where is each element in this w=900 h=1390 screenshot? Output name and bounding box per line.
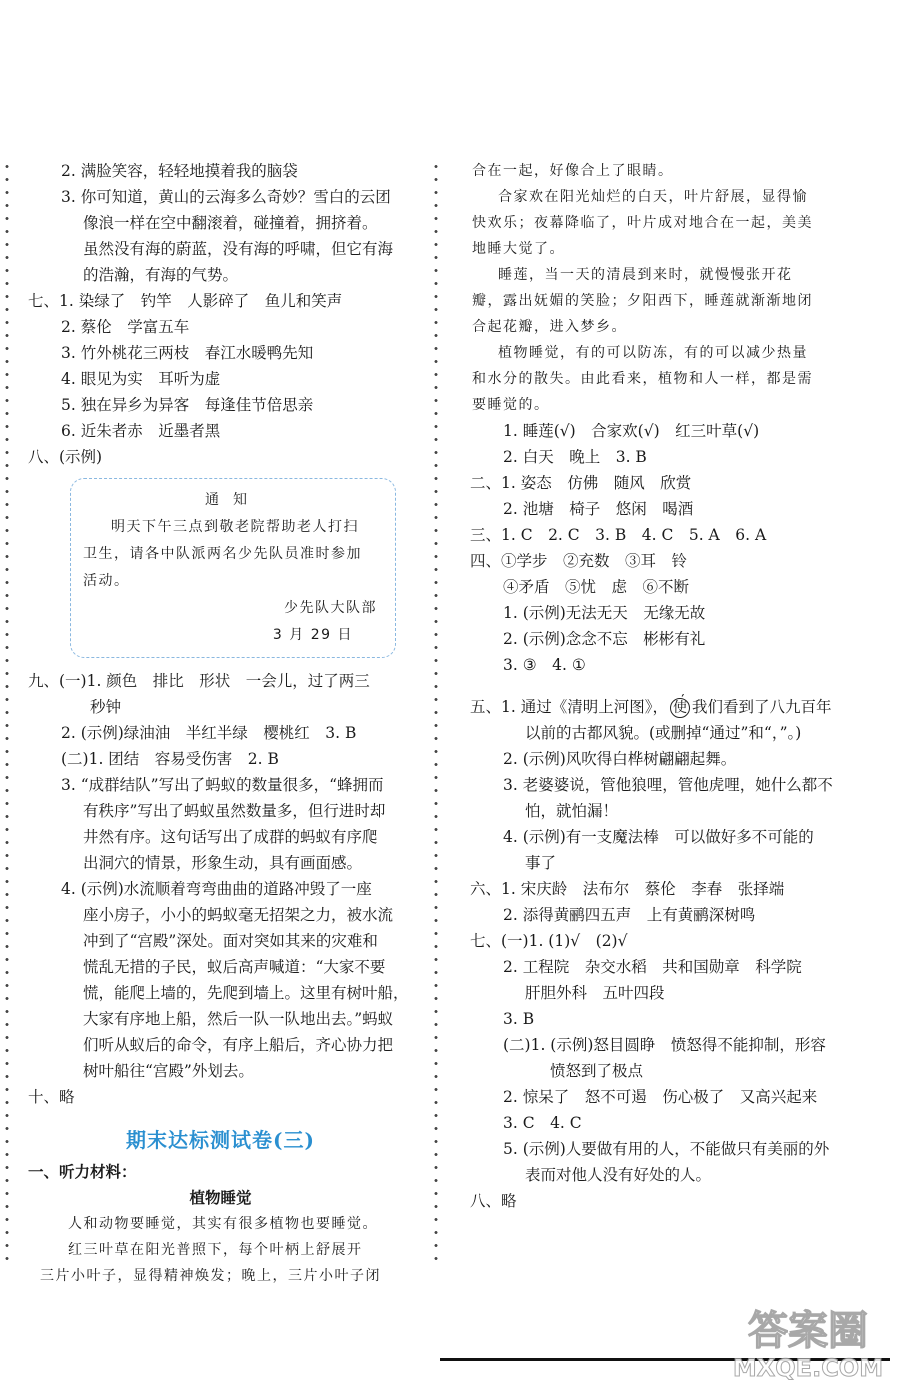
answer-line: 2. (示例)绿油油 半红半绿 樱桃红 3. B — [61, 724, 357, 742]
answer-line: 3. C 4. C — [503, 1114, 582, 1132]
answer-line: 2. 工程院 杂交水稻 共和国勋章 科学院 — [503, 958, 802, 976]
answer-line: 大家有序地上船，然后一队一队地出去。”蚂蚁 — [83, 1010, 394, 1028]
notice-body: 卫生，请各中队派两名少先队员准时参加 — [83, 546, 362, 562]
passage-line: 红三叶草在阳光普照下，每个叶柄上舒展开 — [68, 1242, 363, 1258]
answer-line: 秒钟 — [90, 698, 122, 716]
passage-line: 睡莲，当一天的清晨到来时，就慢慢张开花 — [498, 267, 793, 283]
answer-line — [470, 694, 870, 720]
answer-line: 2. (示例)念念不忘 彬彬有礼 — [503, 630, 706, 648]
answer-line: 七、(一)1. (1)√ (2)√ — [470, 932, 628, 950]
answer-line: 冲到了“宫殿”深处。面对突如其来的灾难和 — [83, 932, 378, 950]
right-column — [470, 158, 870, 1214]
answer-line: 四、①学步 ②充数 ③耳 铃 — [470, 552, 688, 570]
answer-line: 有秩序”写出了蚂蚁虽然数量多，但行进时却 — [83, 802, 386, 820]
answer-line: 树叶船往“宫殿”外划去。 — [83, 1062, 254, 1080]
answer-line: 4. (示例)有一支魔法棒 可以做好多不可能的 — [503, 828, 814, 846]
answer-line: 出洞穴的情景，形象生动，具有画面感。 — [83, 854, 363, 872]
answer-line: (二)1. (示例)怒目圆睁 愤怒得不能抑制，形容 — [503, 1036, 826, 1054]
left-dotted-border — [5, 160, 9, 1270]
answer-line: 1. (示例)无法无天 无缘无故 — [503, 604, 706, 622]
notice-date: 3 月 29 日 — [272, 627, 353, 643]
answer-line: 2. 添得黄鹂四五声 上有黄鹂深树鸣 — [503, 906, 756, 924]
answer-line: 像浪一样在空中翻滚着，碰撞着，拥挤着。 — [83, 214, 378, 232]
answer-text: 五、1. 通过《清明上河图》， — [470, 698, 668, 716]
passage-line: 合在一起，好像合上了眼睛。 — [472, 163, 674, 179]
answer-line: 的浩瀚，有海的气势。 — [83, 266, 239, 284]
answer-line: 4. (示例)水流顺着弯弯曲曲的道路冲毁了一座 — [61, 880, 372, 898]
answer-line: 八、略 — [470, 1192, 517, 1210]
passage-line: 和水分的散失。由此看来，植物和人一样，都是需 — [472, 371, 813, 387]
notice-title: 通知 — [205, 492, 261, 508]
answer-line: 3. 竹外桃花三两枝 春江水暖鸭先知 — [61, 344, 314, 362]
passage-line: 植物睡觉，有的可以防冻，有的可以减少热量 — [498, 345, 808, 361]
answer-line: 3. B — [503, 1010, 535, 1028]
notice-box — [70, 478, 396, 658]
answer-line: 5. (示例)人要做有用的人，不能做只有美丽的外 — [503, 1140, 830, 1158]
center-dotted-border — [434, 160, 438, 1270]
insert-mark-circle: 使 — [670, 698, 690, 718]
answer-line: 3. 老婆婆说，管他狼哩，管他虎哩，她什么都不 — [503, 776, 833, 794]
answer-line: 3. ③ 4. ① — [503, 656, 586, 674]
answer-line: 5. 独在异乡为异客 每逢佳节倍思亲 — [61, 396, 314, 414]
answer-line: 4. 眼见为实 耳听为虚 — [61, 370, 221, 388]
watermark-url: MXQE.COM — [732, 1354, 884, 1382]
listening-heading: 一、听力材料： — [28, 1162, 137, 1181]
answer-line: 肝胆外科 五叶四段 — [525, 984, 665, 1002]
passage-line: 地睡大觉了。 — [472, 241, 565, 257]
answer-line: 2. 白天 晚上 3. B — [503, 448, 647, 466]
answer-line: 九、(一)1. 颜色 排比 形状 一会儿，过了两三 — [28, 672, 370, 690]
answer-line: 以前的古都风貌。(或删掉“通过”和“，”。) — [525, 724, 802, 742]
answer-line: 2. 池塘 椅子 悠闲 喝酒 — [503, 500, 694, 518]
notice-signer: 少先队大队部 — [284, 600, 377, 616]
answer-text: 我们看到了八九百年 — [691, 698, 832, 716]
answer-line: 表而对他人没有好处的人。 — [525, 1166, 712, 1184]
passage-line: 合家欢在阳光灿烂的白天，叶片舒展，显得愉 — [498, 189, 808, 205]
answer-line: 3. 你可知道，黄山的云海多么奇妙？雪白的云团 — [61, 188, 391, 206]
notice-body: 明天下午三点到敬老院帮助老人打扫 — [111, 519, 359, 535]
passage-line: 人和动物要睡觉，其实有很多植物也要睡觉。 — [68, 1216, 378, 1232]
answer-line: 3. “成群结队”写出了蚂蚁的数量很多，“蜂拥而 — [61, 776, 384, 794]
answer-line: 2. 满脸笑容，轻轻地摸着我的脑袋 — [61, 162, 298, 180]
answer-line: ④矛盾 ⑤忧 虑 ⑥不断 — [503, 578, 690, 596]
answer-line: 2. 惊呆了 怒不可遏 伤心极了 又高兴起来 — [503, 1088, 818, 1106]
answer-line: 座小房子，小小的蚂蚁毫无招架之力，被水流 — [83, 906, 394, 924]
answer-line: 六、1. 宋庆龄 法布尔 蔡伦 李春 张择端 — [470, 880, 785, 898]
answer-line: 愤怒到了极点 — [550, 1062, 644, 1080]
section-title: 期末达标测试卷(三) — [126, 1128, 315, 1152]
answer-line: 二、1. 姿态 仿佛 随风 欣赏 — [470, 474, 692, 492]
passage-line: 要睡觉的。 — [472, 397, 550, 413]
answer-line: 怕，就怕漏！ — [525, 802, 619, 820]
answer-line: 1. 睡莲(√) 合家欢(√) 红三叶草(√) — [503, 422, 760, 440]
answer-line: 6. 近朱者赤 近墨者黑 — [61, 422, 221, 440]
answer-line: 2. (示例)风吹得白桦树翩翩起舞。 — [503, 750, 737, 768]
watermark-text: 答案圈 — [748, 1308, 868, 1354]
answer-line: 事了 — [525, 854, 557, 872]
answer-line: 们听从蚁后的命令，有序上船后，齐心协力把 — [83, 1036, 394, 1054]
answer-line: 慌，能爬上墙的，先爬到墙上。这里有树叶船， — [83, 984, 409, 1002]
passage-title: 植物睡觉 — [189, 1188, 252, 1207]
answer-line: 2. 蔡伦 学富五车 — [61, 318, 190, 336]
answer-line: 八、(示例) — [28, 448, 103, 466]
passage-line: 合起花瓣，进入梦乡。 — [472, 319, 627, 335]
answer-line: 虽然没有海的蔚蓝，没有海的呼啸，但它有海 — [83, 240, 394, 258]
answer-line: 七、1. 染绿了 钓竿 人影碎了 鱼儿和笑声 — [28, 292, 343, 310]
answer-line: 慌乱无措的子民，蚁后高声喊道：“大家不要 — [83, 958, 386, 976]
passage-line: 瓣，露出妩媚的笑脸；夕阳西下，睡莲就渐渐地闭 — [472, 293, 813, 309]
answer-line: 十、略 — [28, 1088, 75, 1106]
left-column — [28, 158, 413, 1289]
watermark-logo — [726, 1298, 891, 1384]
answer-line: 三、1. C 2. C 3. B 4. C 5. A 6. A — [470, 526, 767, 544]
spacer — [470, 678, 870, 694]
answer-line: (二)1. 团结 容易受伤害 2. B — [61, 750, 279, 768]
passage-line: 快欢乐；夜幕降临了，叶片成对地合在一起，美美 — [472, 215, 813, 231]
notice-body: 活动。 — [83, 573, 130, 589]
passage-line: 三片小叶子，显得精神焕发；晚上，三片小叶子闭 — [40, 1268, 381, 1284]
answer-line: 井然有序。这句话写出了成群的蚂蚁有序爬 — [83, 828, 378, 846]
